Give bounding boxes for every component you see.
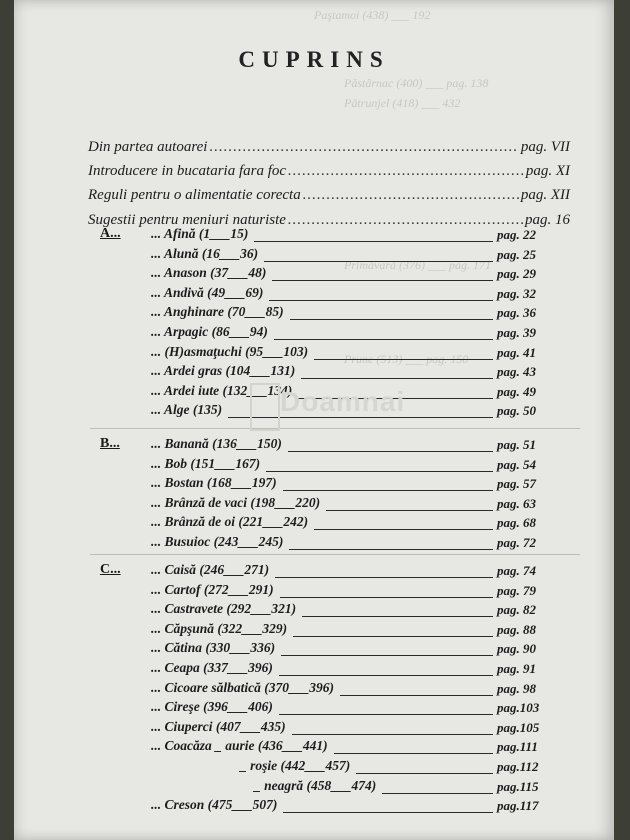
leader-rule [301,378,493,379]
intro-entry [88,163,570,183]
leader-rule [314,359,493,360]
entry-page: pag. 88 [497,621,536,637]
leader-rule [292,734,493,735]
entry-page: pag. 57 [497,476,536,492]
entry-page: pag. 29 [497,266,536,282]
entry-label: Introducere in bucataria fara foc [88,163,287,179]
dot-leader [209,139,518,156]
entry-page: pag. 91 [497,661,536,676]
entry-page: pag. 36 [497,305,536,321]
entry-label: _ roşie (442___457) [240,758,351,773]
section-letter: A... [100,226,121,241]
dot-leader [303,187,519,204]
bleed-through-text: Prune (513) ___ pag. 150 [344,352,469,366]
entry-label: Din partea autoarei [88,139,208,155]
leader-rule [340,695,493,696]
entry-page: pag. 54 [497,456,536,472]
entry-label: ... Anghinare (70___85) [151,304,284,320]
watermark-text: Doamnai [280,386,406,417]
dot-leader [288,163,524,180]
entry-page: pag. 49 [497,383,536,399]
leader-rule [269,300,493,301]
entry-label: ... Afină (1___15) [151,226,249,241]
entry-label: ... Brânză de oi (221___242) [151,514,309,530]
entry-label: ... Coacăza _ aurie (436___441) [151,738,328,754]
leader-rule [272,280,493,281]
intro-entry [88,139,570,159]
section-letter: B... [100,436,120,451]
intro-entry [88,187,570,207]
entry-page: pag. 90 [497,641,536,657]
entry-label: ... Arpagic (86___94) [151,324,268,339]
entry-label: Sugestii pentru meniuri naturiste [88,212,286,228]
leader-rule [290,319,493,320]
entry-page: pag.103 [497,700,540,716]
entry-page: pag. 16 [525,212,570,228]
entry-label: ... Cătina (330___336) [151,640,276,656]
entry-page: pag. 22 [497,227,536,242]
entry-page: pag. 32 [497,285,536,301]
entry-label: Reguli pentru o alimentatie corecta [88,187,301,203]
section-letter: C... [100,562,121,577]
page-title: CUPRINS [238,47,390,72]
leader-rule [302,616,493,617]
leader-rule [279,675,493,676]
leader-rule [283,490,493,491]
entry-label: ... Castravete (292___321) [151,601,297,617]
leader-rule [264,261,493,262]
entry-page: pag. 50 [497,403,536,419]
entry-label: ... Bostan (168___197) [151,475,277,491]
bleed-through-text: Păstârnac (400) ___ pag. 138 [344,76,489,90]
watermark-logo [250,383,280,431]
entry-page: pag. 51 [497,437,536,452]
leader-rule [293,636,493,637]
entry-label: ... Cartof (272___291) [151,581,274,597]
entry-page: pag. 82 [497,602,536,618]
entry-page: pag. 39 [497,325,536,340]
entry-label: ... Bob (151___167) [151,455,261,471]
entry-label: ... Ardei gras (104___131) [151,363,296,379]
entry-label: ... Ceapa (337___396) [151,660,273,675]
entry-page: pag. 74 [497,563,536,578]
leader-rule [274,339,493,340]
entry-page: pag. 43 [497,364,536,380]
leader-rule [254,241,493,242]
entry-label: ... Ciuperci (407___435) [151,718,286,734]
entry-label: ... (H)asmaţuchi (95___103) [151,343,309,359]
entry-label: ... Alună (16___36) [151,245,259,261]
leader-rule [275,577,493,578]
entry-page: pag. 41 [497,344,536,360]
bleed-through-text: Pătrunjel (418) ___ 432 [344,96,461,110]
leader-rule [326,510,493,511]
entry-label: ... Creson (475___507) [151,797,278,813]
entry-page: pag. VII [520,139,570,155]
entry-label: ... Cireşe (396___406) [151,699,273,715]
entry-label: ... Andivă (49___69) [151,284,264,300]
leader-rule [281,655,493,656]
entry-page: pag.115 [497,778,539,794]
dot-leader [288,212,523,229]
entry-page: pag.112 [497,759,539,774]
entry-page: pag. 98 [497,680,536,696]
entry-page: pag.105 [497,719,540,735]
entry-page: pag.111 [497,739,538,755]
entry-page: pag.117 [497,798,539,814]
leader-rule [382,793,493,794]
entry-label: ... Căpşună (322___329) [151,620,288,636]
section-divider [90,428,580,429]
entry-page: pag. 25 [497,246,536,262]
entry-label: ... Brânză de vaci (198___220) [151,494,321,510]
entry-page: pag. 63 [497,495,536,511]
book-page [14,0,614,840]
leader-rule [334,753,493,754]
leader-rule [266,471,493,472]
entry-page: pag. XII [520,187,570,203]
entry-label: ... Alge (135) [151,402,223,418]
leader-rule [288,451,493,452]
entry-label: ... Banană (136___150) [151,436,282,451]
leader-rule [314,529,493,530]
entry-label: ... Cicoare sălbatică (370___396) [151,679,334,695]
entry-label: ... Caisă (246___271) [151,562,270,577]
leader-rule [283,812,493,813]
leader-rule [279,714,493,715]
leader-rule [280,597,493,598]
entry-page: pag. 79 [497,582,536,598]
entry-label: ... Ardei iute (132___134) [151,382,293,398]
entry-page: pag. 68 [497,515,536,531]
leader-rule [356,773,493,774]
bleed-through-text: Primăvară (376) ___ pag. 171 [344,258,491,272]
section-divider [90,554,580,555]
leader-rule [289,549,493,550]
entry-page: pag. XI [525,163,570,179]
entry-label: _ neagră (458___474) [254,777,377,793]
entry-label: ... Busuioc (243___245) [151,534,284,549]
entry-label: ... Anason (37___48) [151,265,267,281]
bleed-through-text: Paştamoi (438) ___ 192 [314,8,431,22]
entry-page: pag. 72 [497,535,536,550]
